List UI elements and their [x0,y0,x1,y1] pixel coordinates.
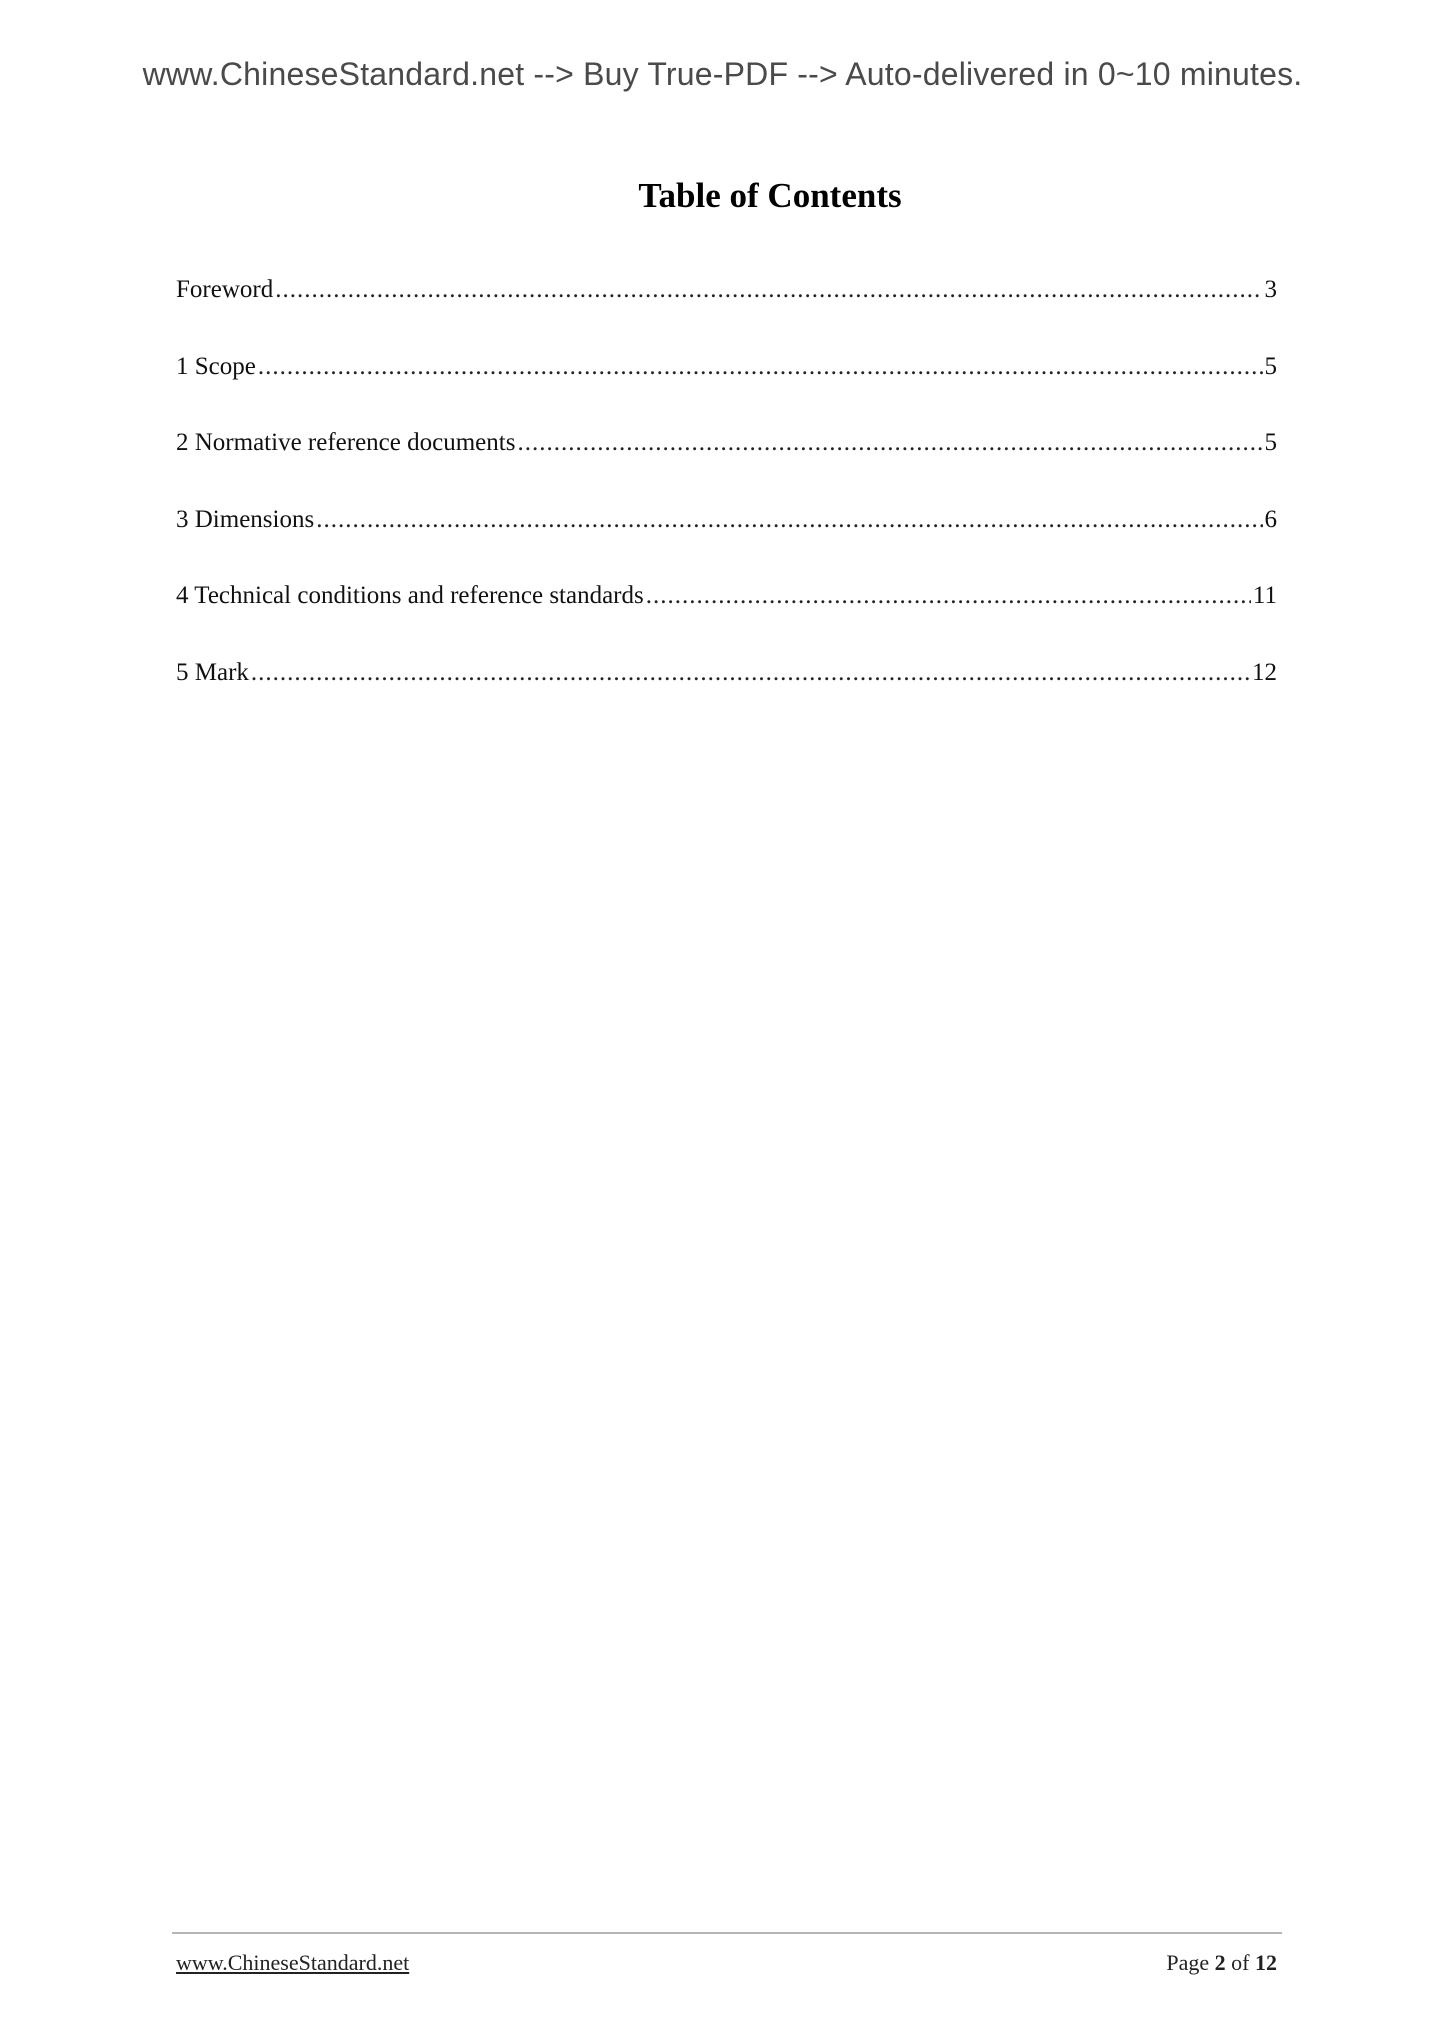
toc-entry-label: 1 Scope [176,352,256,380]
toc-entry-mark[interactable] [176,653,1277,730]
toc-entry-label: 4 Technical conditions and reference standards [176,582,644,609]
toc-dot-leader [646,576,1251,616]
footer-page-number [1166,1950,1277,1976]
toc-entry-page: 12 [1252,658,1277,686]
toc-entry-page: 11 [1252,582,1277,609]
toc-list [176,270,1277,729]
page-current: 2 [1214,1950,1226,1975]
toc-dot-leader [258,347,1263,387]
toc-entry-label: 2 Normative reference documents [176,429,516,456]
toc-entry-label: 3 Dimensions [176,505,315,533]
toc-entry-page: 5 [1264,352,1277,380]
page-prefix: Page [1166,1950,1215,1975]
header-banner: www.ChineseStandard.net --> Buy True-PDF --> Auto-delivered in 0~10 minutes. [142,56,1303,92]
toc-entry-dimensions[interactable] [176,500,1277,577]
toc-entry-label: Foreword [176,276,274,303]
footer-divider [172,1932,1282,1934]
toc-dot-leader [275,270,1262,310]
page-total: 12 [1255,1950,1277,1975]
toc-entry-foreword[interactable] [176,270,1277,347]
toc-title: Table of Contents [638,176,902,215]
toc-entry-scope[interactable] [176,347,1277,424]
toc-entry-page: 5 [1264,429,1277,456]
toc-entry-page: 6 [1264,505,1277,533]
page-of: of [1225,1950,1255,1975]
toc-entry-label: 5 Mark [176,658,249,686]
toc-entry-page: 3 [1264,276,1277,303]
toc-entry-technical-conditions[interactable] [176,576,1277,653]
toc-dot-leader [251,653,1250,693]
footer-site-link[interactable]: www.ChineseStandard.net [176,1950,410,1975]
toc-dot-leader [316,500,1262,540]
toc-dot-leader [517,423,1262,463]
toc-entry-normative-references[interactable] [176,423,1277,500]
